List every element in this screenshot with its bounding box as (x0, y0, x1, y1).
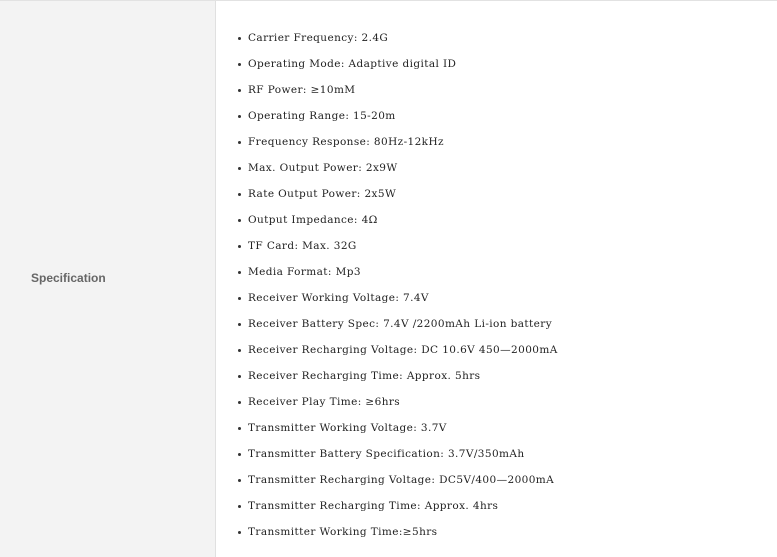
spec-item (238, 51, 558, 77)
bullet-icon (238, 375, 241, 378)
spec-item-text: Carrier Frequency: 2.4G (248, 32, 389, 44)
spec-item-text: Transmitter Recharging Time: Approx. 4hrs (248, 500, 499, 512)
spec-item-text: Operating Range: 15-20m (248, 110, 396, 122)
spec-item-text: Operating Mode: Adaptive digital ID (248, 58, 457, 70)
bullet-icon (238, 349, 241, 352)
spec-item-text: TF Card: Max. 32G (248, 240, 357, 252)
spec-item-text: Output Impedance: 4Ω (248, 214, 378, 226)
spec-item (238, 259, 558, 285)
spec-item (238, 25, 558, 51)
spec-item-text: RF Power: ≥10mM (248, 84, 356, 96)
bullet-icon (238, 115, 241, 118)
spec-item-text: Receiver Working Voltage: 7.4V (248, 292, 429, 304)
spec-item-text: Max. Output Power: 2x9W (248, 162, 398, 174)
spec-item-text: Rate Output Power: 2x5W (248, 188, 397, 200)
bullet-icon (238, 401, 241, 404)
bullet-icon (238, 37, 241, 40)
spec-value-cell (216, 1, 777, 557)
spec-item (238, 415, 558, 441)
spec-item (238, 285, 558, 311)
bullet-icon (238, 453, 241, 456)
spec-item-text: Transmitter Working Voltage: 3.7V (248, 422, 447, 434)
bullet-icon (238, 323, 241, 326)
bullet-icon (238, 505, 241, 508)
bullet-icon (238, 297, 241, 300)
bullet-icon (238, 479, 241, 482)
bullet-icon (238, 219, 241, 222)
spec-item (238, 77, 558, 103)
spec-item-text: Frequency Response: 80Hz-12kHz (248, 136, 444, 148)
spec-item (238, 233, 558, 259)
spec-item (238, 207, 558, 233)
spec-item (238, 129, 558, 155)
spec-item (238, 103, 558, 129)
spec-item (238, 311, 558, 337)
spec-item (238, 467, 558, 493)
spec-item (238, 389, 558, 415)
spec-item-text: Transmitter Recharging Voltage: DC5V/400—2000mA (248, 474, 555, 486)
spec-item-text: Transmitter Working Time:≥5hrs (248, 526, 438, 538)
spec-item-text: Receiver Recharging Time: Approx. 5hrs (248, 370, 481, 382)
spec-label-cell (0, 1, 216, 557)
spec-item-text: Receiver Recharging Voltage: DC 10.6V 450—2000mA (248, 344, 558, 356)
spec-item (238, 493, 558, 519)
spec-item (238, 337, 558, 363)
spec-item-text: Transmitter Battery Specification: 3.7V/350mAh (248, 448, 525, 460)
spec-item-text: Media Format: Mp3 (248, 266, 361, 278)
spec-item-text: Receiver Play Time: ≥6hrs (248, 396, 401, 408)
spec-list (238, 25, 558, 545)
bullet-icon (238, 271, 241, 274)
bullet-icon (238, 89, 241, 92)
spec-item (238, 441, 558, 467)
spec-item (238, 519, 558, 545)
bullet-icon (238, 531, 241, 534)
spec-item (238, 363, 558, 389)
spec-item (238, 181, 558, 207)
spec-label: Specification (31, 271, 106, 285)
bullet-icon (238, 63, 241, 66)
bullet-icon (238, 141, 241, 144)
spec-item-text: Receiver Battery Spec: 7.4V /2200mAh Li-ion battery (248, 318, 553, 330)
spec-item (238, 155, 558, 181)
bullet-icon (238, 245, 241, 248)
bullet-icon (238, 167, 241, 170)
bullet-icon (238, 427, 241, 430)
bullet-icon (238, 193, 241, 196)
